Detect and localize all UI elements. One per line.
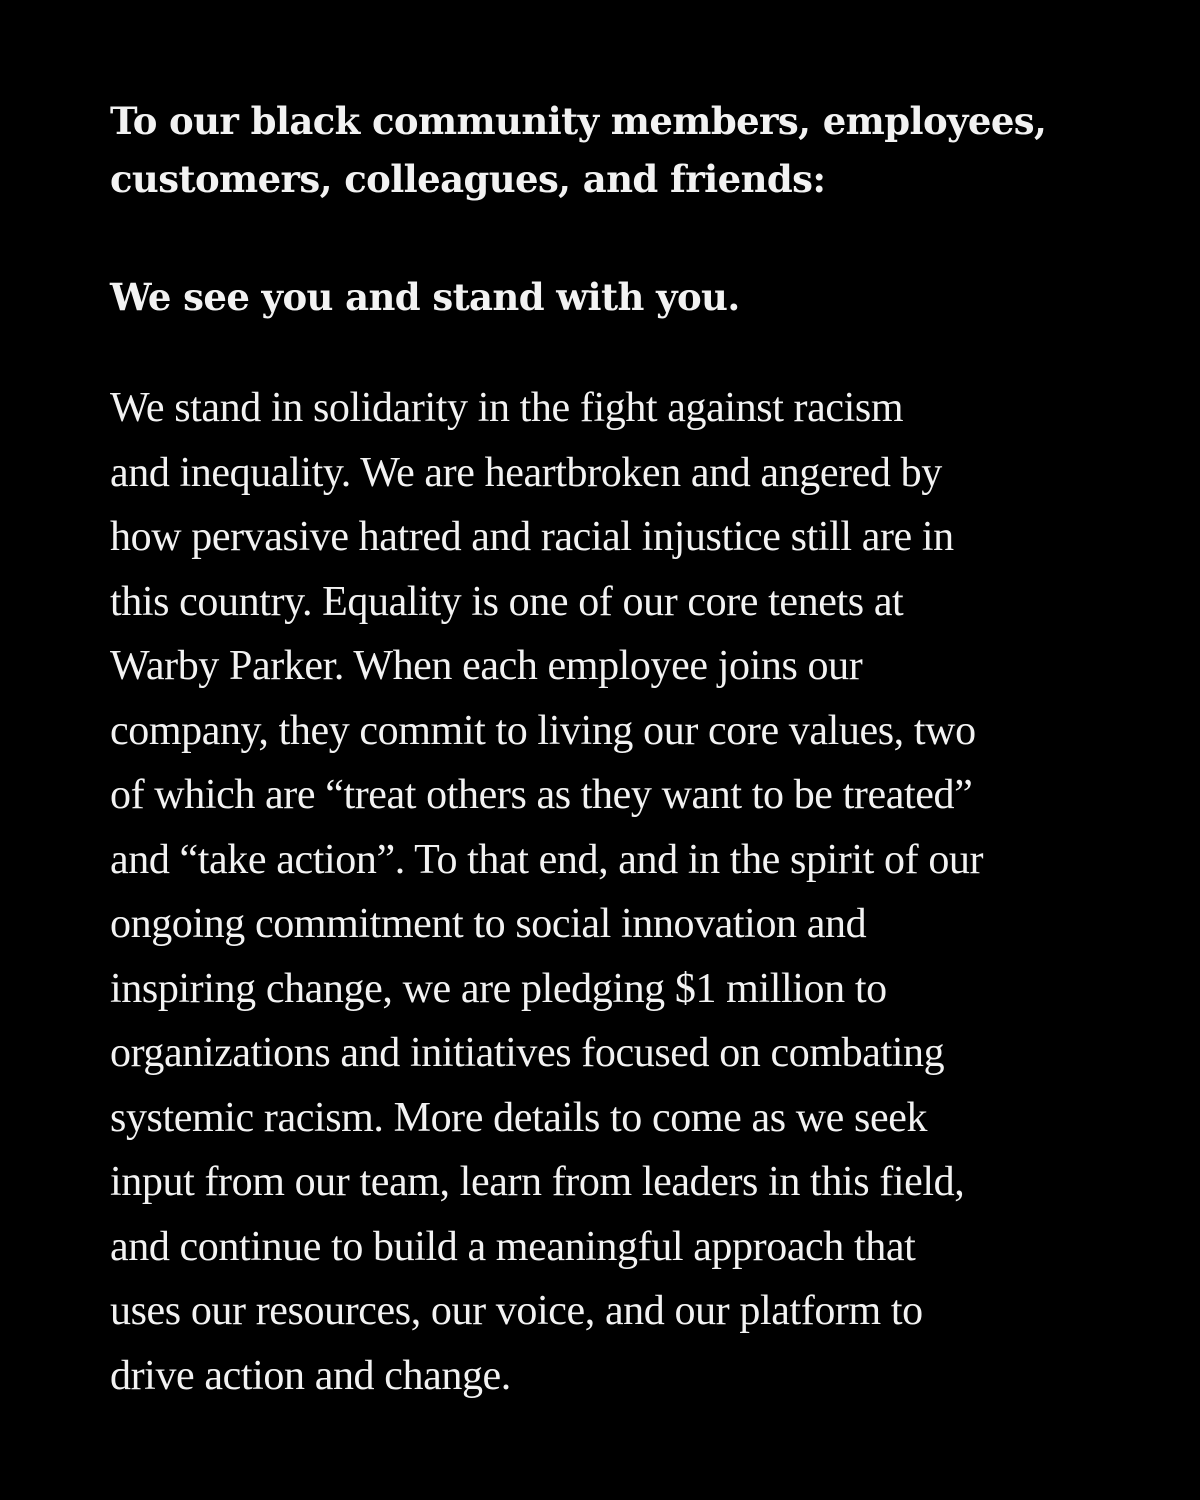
body-line: We stand in solidarity in the fight against racism: [110, 385, 904, 431]
body-line: ongoing commitment to social innovation and: [110, 901, 867, 947]
body-line: inspiring change, we are pledging $1 million to: [110, 965, 887, 1012]
body-line: Warby Parker. When each employee joins our: [110, 643, 863, 689]
body-line: how pervasive hatred and racial injustice still are in: [110, 514, 954, 560]
body-line: this country. Equality is one of our core tenets at: [110, 578, 904, 625]
body-line: drive action and change.: [110, 1352, 511, 1399]
body-line: and “take action”. To that end, and in the spirit of our: [110, 836, 984, 883]
body-line: and inequality. We are heartbroken and angered by: [110, 449, 942, 496]
salutation-line: customers, colleagues, and friends:: [110, 157, 826, 201]
statement: [110, 92, 1110, 1408]
body-line: uses our resources, our voice, and our platform to: [110, 1288, 923, 1334]
body-paragraph: [110, 376, 1110, 1408]
salutation-heading: [110, 92, 1110, 208]
body-line: organizations and initiatives focused on combating: [110, 1030, 945, 1076]
body-line: and continue to build a meaningful approach that: [110, 1223, 916, 1270]
body-line: input from our team, learn from leaders in this field,: [110, 1159, 965, 1205]
headline-line: We see you and stand with you.: [110, 275, 740, 319]
headline: [110, 268, 1110, 326]
salutation-line: To our black community members, employees,: [110, 99, 1047, 143]
body-line: of which are “treat others as they want to be treated”: [110, 772, 973, 818]
body-line: systemic racism. More details to come as we seek: [110, 1094, 928, 1141]
body-line: company, they commit to living our core values, two: [110, 707, 976, 754]
